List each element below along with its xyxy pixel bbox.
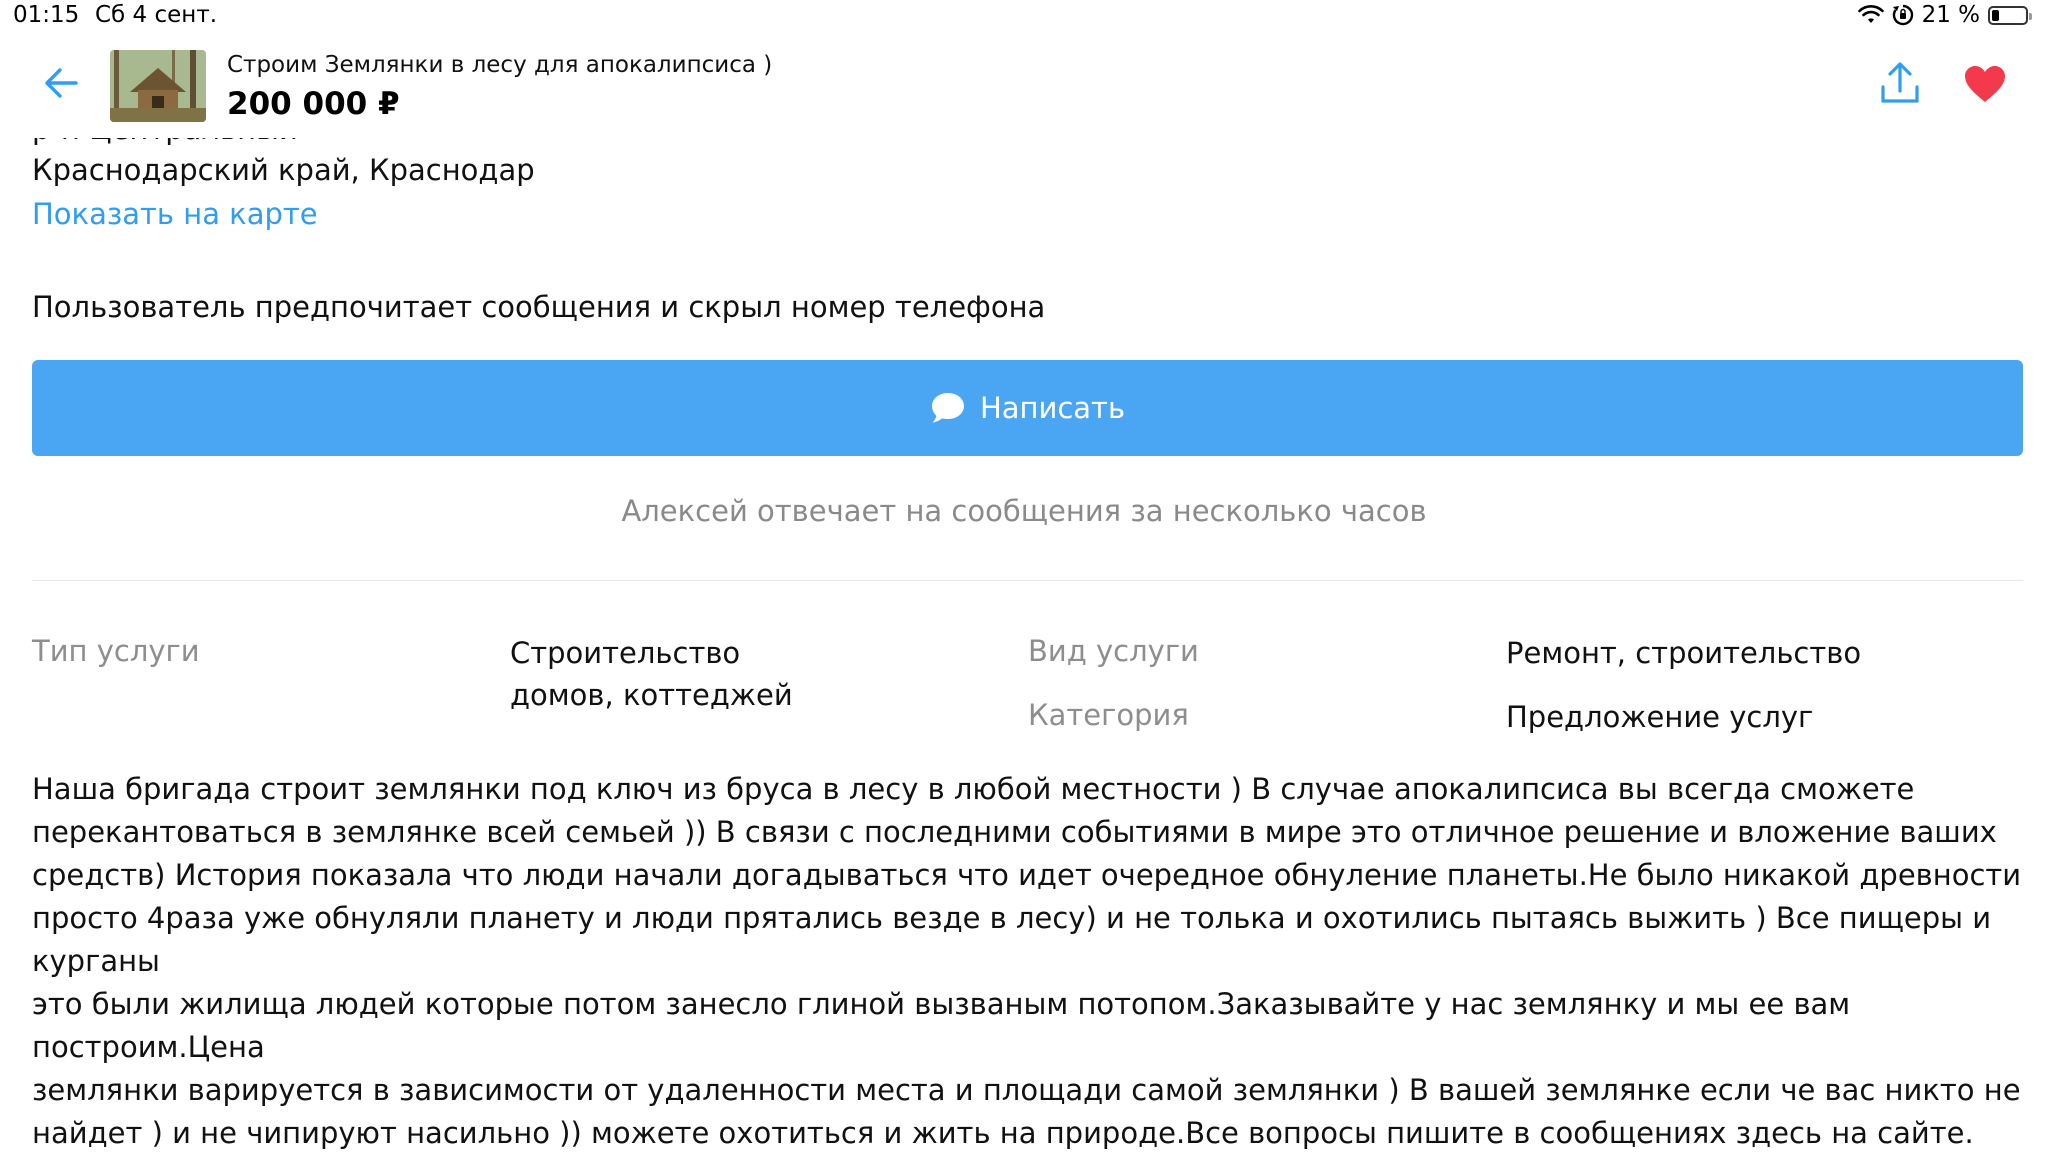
address: Краснодарский край, Краснодар (32, 153, 535, 187)
service-type-value: Строительство домов, коттеджей (510, 636, 793, 712)
write-message-button[interactable] (32, 360, 2023, 456)
wifi-icon (1858, 5, 1884, 25)
reply-time-note: Алексей отвечает на сообщения за несколько часов (621, 494, 1427, 528)
battery-tip (2029, 13, 2032, 20)
orientation-lock-icon (1892, 4, 1914, 26)
service-kind-label: Вид услуги (1028, 634, 1199, 668)
listing-price: 200 000 ₽ (227, 86, 400, 122)
status-date: Сб 4 сент. (95, 2, 218, 28)
listing-header (0, 34, 2048, 138)
share-icon[interactable] (1879, 61, 1921, 107)
listing-description: Наша бригада строит землянки под ключ из бруса в лесу в любой местности ) В случае апокалипсиса вы всегда сможете перекантоваться в землянке всей семьей )) В связи с последними событиями в мире это отличное решение и вложение ваших средств) История показала что люди начали догадываться что идет очередное обнуление планеты.Не было никакой древности просто 4раза уже обнуляли планету и люди прятались везде в лесу) и не толька и охотились пытаясь выжить ) Все пищеры и курганы это были жилища людей которые потом занесло глиной вызваным потопом.Заказывайте у нас землянку и мы ее вам построим.Цена землянки варируется в зависимости от удаленности места и площади самой землянки ) В вашей землянке если че вас никто не найдет ) и не чипируют насильно )) можете охотиться и жить на природе.Все вопросы пишите в сообщениях здесь на сайте. (32, 772, 2022, 1150)
show-on-map-link[interactable]: Показать на карте (32, 197, 318, 231)
battery-icon (1988, 6, 2028, 25)
section-divider (32, 580, 2023, 581)
contact-preference-note: Пользователь предпочитает сообщения и скрыл номер телефона (32, 290, 1046, 324)
battery-percent: 21 % (1921, 2, 1980, 28)
write-button-label: Написать (979, 391, 1126, 425)
arrow-left-icon[interactable] (42, 64, 80, 102)
status-indicators (1858, 2, 2028, 28)
service-kind-value: Ремонт, строительство (1506, 636, 1862, 670)
dugout-photo (110, 50, 206, 122)
category-value: Предложение услуг (1506, 700, 1814, 734)
chat-bubble-icon (930, 391, 966, 425)
service-type-label: Тип услуги (32, 634, 200, 668)
listing-title: Строим Землянки в лесу для апокалипсиса ) (227, 52, 773, 78)
category-label: Категория (1028, 698, 1189, 732)
status-time: 01:15 (13, 2, 80, 28)
status-bar (0, 0, 2048, 34)
heart-icon[interactable] (1963, 64, 2007, 104)
battery-level (1992, 10, 1999, 21)
listing-thumbnail[interactable] (110, 50, 206, 122)
